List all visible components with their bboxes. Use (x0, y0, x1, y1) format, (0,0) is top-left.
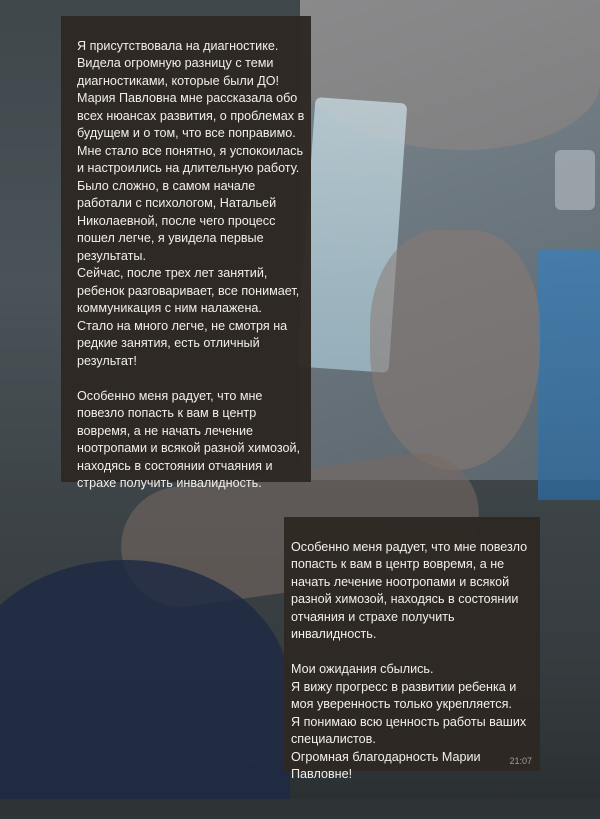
cup (555, 150, 595, 210)
message-bubble (284, 517, 540, 781)
message-bubble (61, 16, 311, 490)
child-hand (370, 230, 540, 470)
message-text: Особенно меня радует, что мне повезло попасть к вам в центр вовремя, а не начать лечение ноотропами и всякой разной химозой, находясь в состоянии отчаяния и страхе получить инвалидность. Мои ожидания сбылись. Я вижу прогресс в развитии ребенка и моя уверенность только укрепляется. Я понимаю всю ценность работы ваших специалистов. Огромная благодарность Марии Павловне! (291, 539, 528, 781)
message-text: Я присутствовала на диагностике. Видела огромную разницу с теми диагностиками, которые были ДО! Мария Павловна мне рассказала обо всех нюансах развития, о проблемах в будущем и о том, что все поправимо. Мне стало все понятно, я успокоилась и настроились на длительную работу. Было сложно, в самом начале работали с психологом, Натальей Николаевной, после чего процесс пошел легче, я увидела первые результаты. Сейчас, после трех лет занятий, ребенок разговаривает, все понимает, коммуникация с ним налажена. Стало на много легче, не смотря на редкие занятия, есть отличный результат! Особенно меня радует, что мне повезло попасть к вам в центр вовремя, а не начать лечение ноотропами и всякой разной химозой, находясь в состоянии отчаяния и страхе получить инвалидность. (77, 38, 305, 490)
game-box (538, 250, 600, 500)
message-timestamp: 21:07 (509, 756, 532, 766)
